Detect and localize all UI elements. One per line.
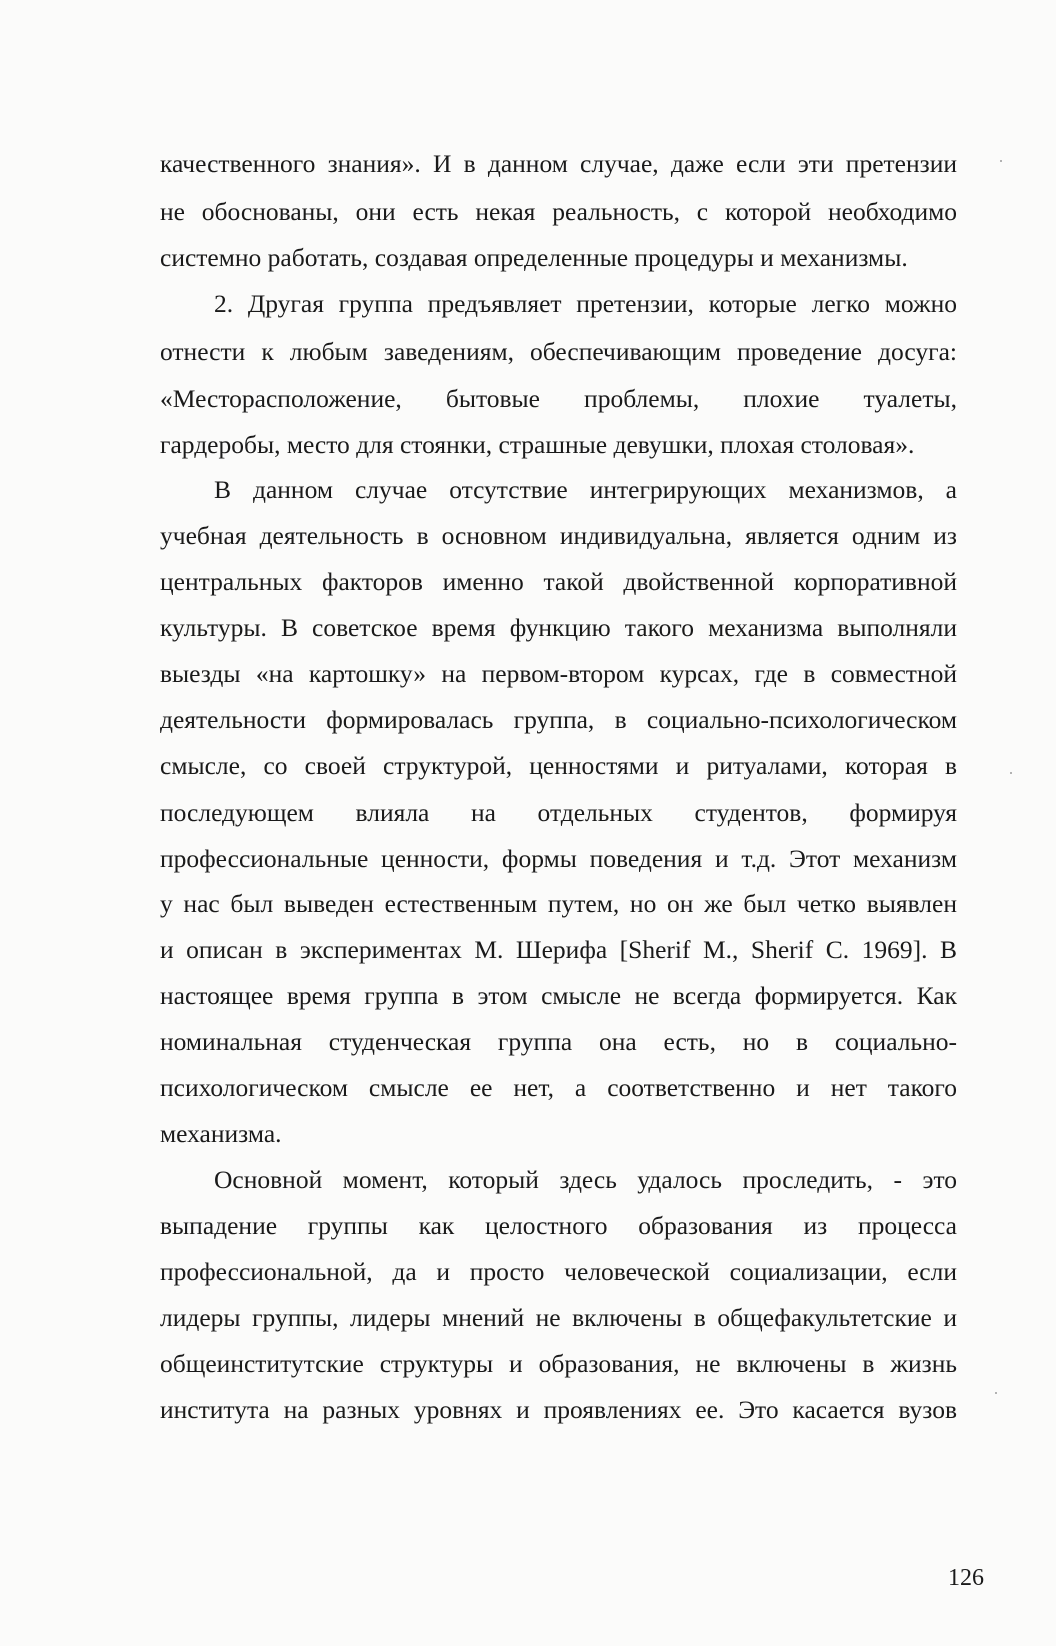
text-line: у нас был выведен естественным путем, но он же был четко выявлен [160, 889, 957, 918]
text-line: смысле, со своей структурой, ценностями и ритуалами, которая в [160, 751, 957, 780]
scan-speck [1010, 772, 1012, 774]
text-line: лидеры группы, лидеры мнений не включены в общефакультетские и [160, 1303, 957, 1332]
text-line: деятельности формировалась группа, в социально-психологическом [160, 705, 957, 734]
text-line: психологическом смысле ее нет, а соответственно и нет такого [160, 1073, 957, 1102]
text-line: не обоснованы, они есть некая реальность, с которой необходимо [160, 197, 957, 226]
text-line: механизма. [160, 1119, 282, 1148]
text-line: выпадение группы как целостного образования из процесса [160, 1211, 957, 1240]
text-line: последующем влияла на отдельных студентов, формируя [160, 798, 957, 827]
text-line: гардеробы, место для стоянки, страшные девушки, плохая столовая». [160, 430, 915, 459]
text-line: центральных факторов именно такой двойственной корпоративной [160, 567, 957, 596]
text-line: системно работать, создавая определенные процедуры и механизмы. [160, 243, 908, 272]
text-line: качественного знания». И в данном случае, даже если эти претензии [160, 149, 957, 178]
text-line: профессиональной, да и просто человеческой социализации, если [160, 1257, 957, 1286]
text-line: учебная деятельность в основном индивидуальна, является одним из [160, 521, 957, 550]
text-line: культуры. В советское время функцию такого механизма выполняли [160, 613, 957, 642]
text-line: профессиональные ценности, формы поведения и т.д. Этот механизм [160, 844, 957, 873]
text-line: настоящее время группа в этом смысле не всегда формируется. Как [160, 981, 957, 1010]
text-line: отнести к любым заведениям, обеспечивающим проведение досуга: [160, 337, 957, 366]
scan-speck [995, 1392, 997, 1394]
text-line: института на разных уровнях и проявлениях ее. Это касается вузов [160, 1395, 957, 1424]
text-line: номинальная студенческая группа она есть, но в социально- [160, 1027, 957, 1056]
text-line: Основной момент, который здесь удалось проследить, - это [214, 1165, 957, 1194]
page-number: 126 [948, 1565, 984, 1591]
scan-speck [1000, 160, 1002, 162]
text-line: выезды «на картошку» на первом-втором курсах, где в совместной [160, 659, 957, 688]
text-line: «Месторасположение, бытовые проблемы, плохие туалеты, [160, 384, 957, 413]
text-line: В данном случае отсутствие интегрирующих механизмов, а [214, 475, 957, 504]
text-line: и описан в экспериментах М. Шерифа [Sherif M., Sherif C. 1969]. В [160, 935, 957, 964]
text-line: 2. Другая группа предъявляет претензии, которые легко можно [214, 289, 957, 318]
text-line: общеинститутские структуры и образования, не включены в жизнь [160, 1349, 957, 1378]
